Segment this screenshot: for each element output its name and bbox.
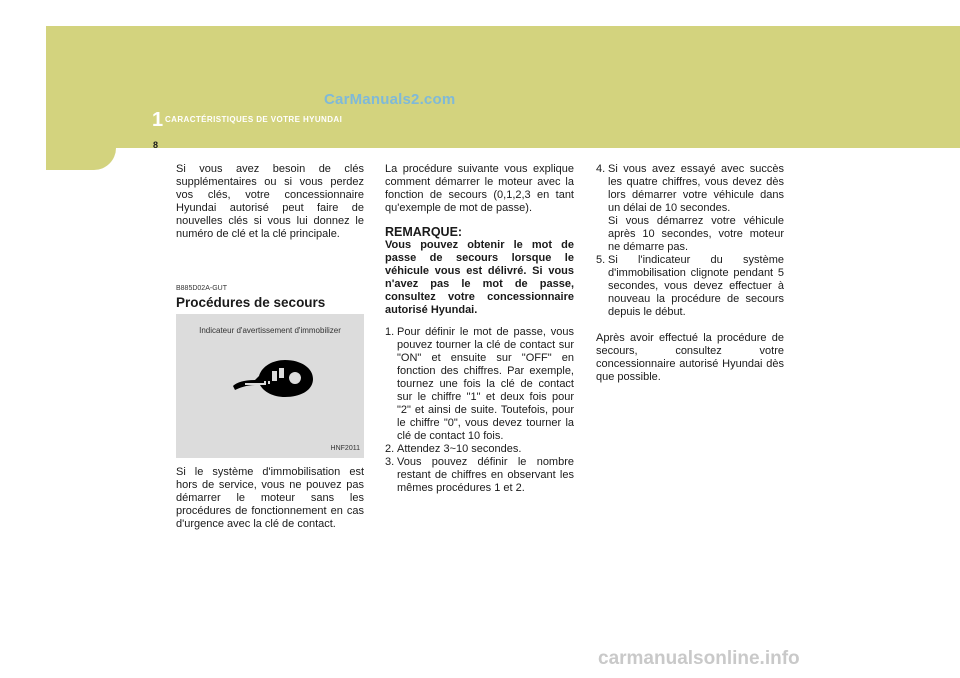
intro-paragraph: Si vous avez besoin de clés supplémentaires ou si vous perdez vos clés, votre concessionnaire Hyundai autorisé peut faire de nouvelles clés si vous lui donnez le numéro de clé et la clé principale. xyxy=(176,163,364,240)
figure-code: HNF2011 xyxy=(330,445,360,452)
header-notch xyxy=(46,148,116,170)
closing-paragraph: Après avoir effectué la procédure de secours, consultez votre concessionnaire autorisé Hyundai dès que possible. xyxy=(596,332,784,383)
step-text-continued: Si vous démarrez votre véhicule après 10 secondes, votre moteur ne démarre pas. xyxy=(608,215,784,253)
column-1 xyxy=(176,163,364,531)
step-number: 2. xyxy=(385,443,395,455)
remark-body: Vous pouvez obtenir le mot de passe de secours lorsque le véhicule vous est délivré. Si vous n'avez pas le mot de passe, consultez votre concessionnaire autorisé Hyundai. xyxy=(385,239,574,316)
step-number: 1. xyxy=(385,326,395,338)
step-number: 5. xyxy=(596,254,606,266)
column-2 xyxy=(385,163,574,495)
section-title: Procédures de secours xyxy=(176,295,326,310)
section-code: B885D02A-GUT xyxy=(176,285,227,292)
steps-list-1 xyxy=(385,326,574,495)
page-number: 8 xyxy=(153,140,159,150)
list-item xyxy=(385,443,574,456)
column-3 xyxy=(596,163,784,384)
list-item xyxy=(596,254,784,319)
chapter-title: CARACTÉRISTIQUES DE VOTRE HYUNDAI xyxy=(165,115,343,124)
after-figure-paragraph: Si le système d'immobilisation est hors de service, vous ne pouvez pas démarrer le moteur sans les procédures de fonctionnement en cas d'urgence avec la clé de contact. xyxy=(176,466,364,530)
step-text: Si l'indicateur du système d'immobilisation clignote pendant 5 secondes, vous devez effectuer à nouveau la procédure de secours depuis le début. xyxy=(608,254,784,318)
steps-list-2 xyxy=(596,163,784,319)
figure-immobilizer-warning xyxy=(176,314,364,458)
list-item xyxy=(385,326,574,443)
step-text: Attendez 3~10 secondes. xyxy=(397,443,522,455)
key-warning-icon xyxy=(229,354,317,402)
step-number: 4. xyxy=(596,163,606,175)
watermark-link-top[interactable]: CarManuals2.com xyxy=(324,91,456,108)
figure-caption: Indicateur d'avertissement d'immobilizer xyxy=(199,326,341,335)
step-text: Si vous avez essayé avec succès les quatre chiffres, vous devez dès lors démarrer votre véhicule dans un délai de 10 secondes. xyxy=(608,163,784,214)
chapter-number: 1 xyxy=(152,109,164,131)
header-band xyxy=(46,26,960,148)
step-text: Vous pouvez définir le nombre restant de chiffres en observant les mêmes procédures 1 et 2. xyxy=(397,456,574,494)
list-item xyxy=(385,456,574,495)
step-text: Pour définir le mot de passe, vous pouvez tourner la clé de contact sur "ON" et ensuite sur "OFF" en fonction des chiffres. Par exemple, tournez une fois la clé de contact sur le chiffre "1" et deux fois pour "2" et ainsi de suite. Toutefois, pour le chiffre "0", vous devez tourner la clé de contact 10 fois. xyxy=(397,326,574,442)
remark-title: REMARQUE: xyxy=(385,225,463,239)
step-number: 3. xyxy=(385,456,395,468)
procedure-intro: La procédure suivante vous explique comment démarrer le moteur avec la fonction de secours (0,1,2,3 en tant qu'exemple de mot de passe). xyxy=(385,163,574,214)
watermark-link-bottom[interactable]: carmanualsonline.info xyxy=(598,648,800,669)
list-item xyxy=(596,163,784,254)
